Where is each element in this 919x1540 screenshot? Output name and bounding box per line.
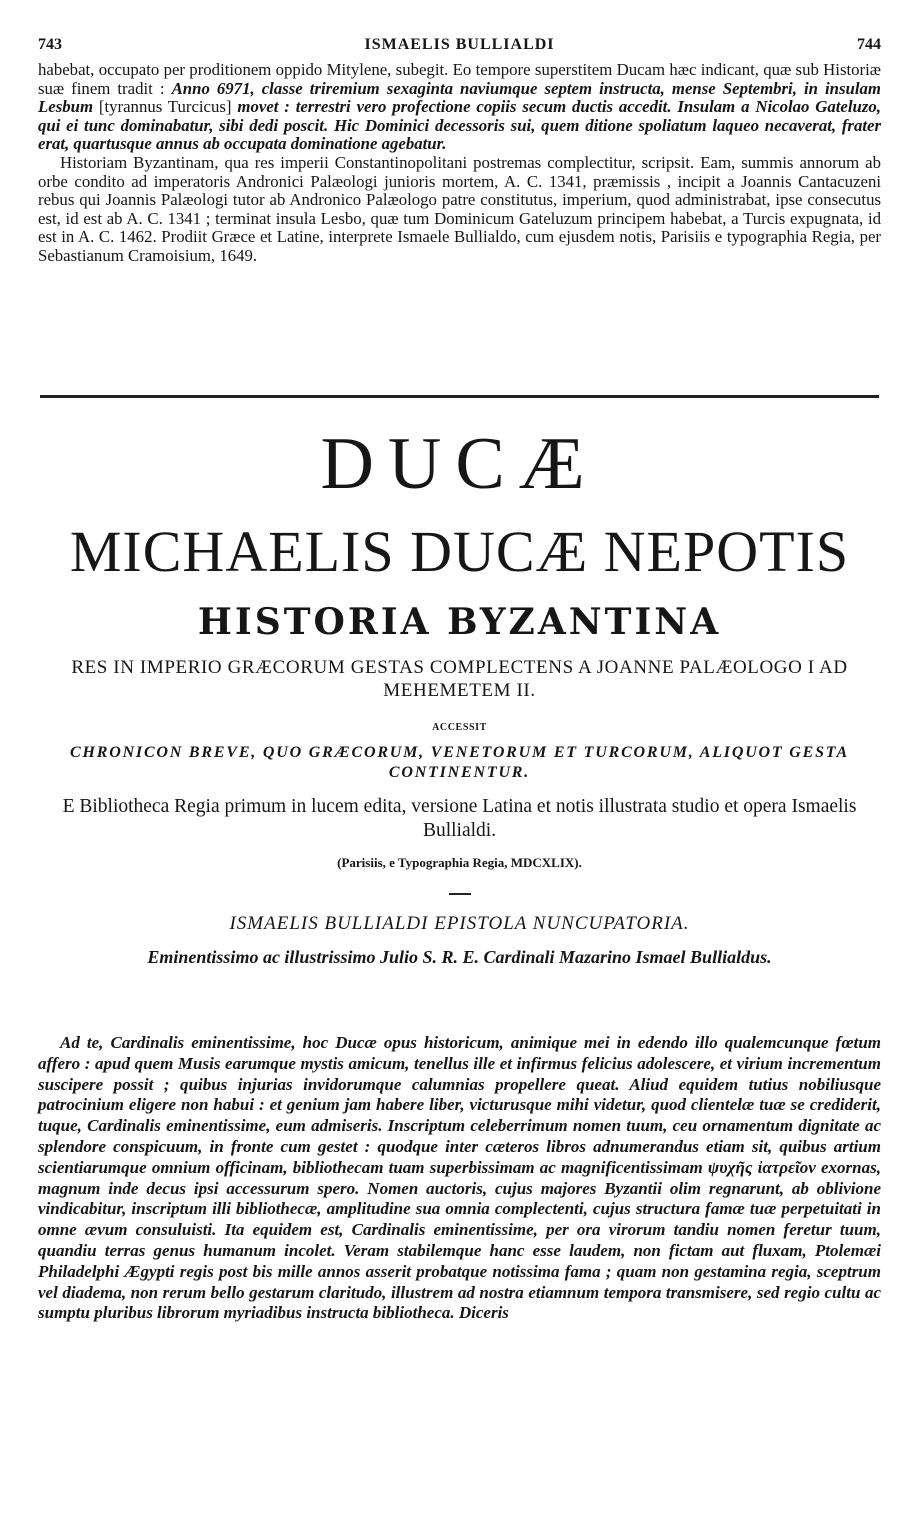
biography-text-1a: habebat, occupato per proditionem oppido Mitylene, subegit. Eo tempore superstitem Ducam hæc indicant, quæ sub Historiæ suæ finem tradit : xyxy=(38,60,881,98)
title-edition-note: E Bibliotheca Regia primum in lucem edita, versione Latina et notis illustrata studio et opera Ismaelis Bullialdi. xyxy=(62,796,857,841)
epistola-paragraph: Ad te, Cardinalis eminentissime, hoc Ducæ opus historicum, animique mei in edendo illo qualemcunque fœtum affero : apud quem Musis earumque mystis amicum, tenellus ille et infirmus felicius adolescere, et virium incrementum suscipere possit ; quibus injurias invidorumque calumnias propellere queat. Aliud equidem tutius nobiliusque patrocinium eligere non habui : et genium jam habere liber, victurusque mihi videtur, quod clientelæ tuæ se crediderit, tuque, Cardinalis eminentissime, eum admiseris. Inscriptum celeberrimum nomen tuum, ceu ornamentum dignitate ac splendore conspicuum, in fronte cum gestet : quodque inter cæteros libros adnumerandus etiam sit, quibus artium scientiarumque omnium officinam, bibliothecam tuam superbissimam ac magnificentissimam ψυχῆς ἰατρεῖον exornas, magnum inde decus ipsi accessurum spero. Nomen auctoris, cujus majores Byzantii olim regnarunt, ab oblivione vindicabitur, inscriptum illi bibliothecæ, amplitudine sua omnia complectenti, cujus structura famæ tuæ perpetuitati in omne ævum consuluisti. Ita equidem est, Cardinalis eminentissime, per ora virorum tandiu nomen feretur tuum, quandiu terras genus humanum incolet. Veram stabilemque hanc esse laudem, non fictam aut fluxam, Ptolemæi Philadelphi Ægypti regis post bis mille annos asserit probatque notissima fama ; quam non gestamina regia, sceptrum vel diadema, non rerum bello gestarum claritudo, illustrem ad nostra etiamnum tempora transmisere, sed regio cultu ac sumptu pluribus librorum myriadibus instructa bibliotheca. Diceris xyxy=(38,1033,881,1323)
page-number-left: 743 xyxy=(38,36,62,53)
running-title: ISMAELIS BULLIALDI xyxy=(364,36,555,53)
title-author: DUCÆ xyxy=(320,423,599,505)
epistola-heading: ISMAELIS BULLIALDI EPISTOLA NUNCUPATORIA. xyxy=(229,913,690,934)
section-divider xyxy=(40,395,879,398)
biography-quote-1d: movet : terrestri vero profectione copiis secum ductis accedit. Insulam a Nicolao Gateluzo, qui ei tunc dominabatur, sibi dedi poscit. Hic Dominici decessoris sui, quem ditione spoliatum laqueo necaverat, frater erat, quartusque annus ab occupata dominatione agebatur. xyxy=(38,97,881,154)
title-author-full: MICHAELIS DUCÆ NEPOTIS xyxy=(69,519,850,584)
biography-continuation xyxy=(38,61,881,266)
title-work: HISTORIA BYZANTINA xyxy=(197,601,722,643)
epistola-body xyxy=(38,1033,881,1324)
title-block xyxy=(40,420,879,968)
biography-paragraph-1 xyxy=(38,61,881,154)
short-rule xyxy=(449,893,471,895)
page-number-right: 744 xyxy=(857,36,881,53)
biography-paragraph-2: Historiam Byzantinam, qua res imperii Constantinopolitani postremas complectitur, scripsit. Eam, summis annorum ab orbe condito ad imperatoris Andronici Palæologi junioris mortem, A. C. 1341, præmissis , incipit a Joannis Cantacuzeni rebus qui Joannis Palæologi tutor ab Andronico Palæologo patre constitutus, imperium, quod administrabat, ipse consecutus est, id est ab A. C. 1341 ; terminat insula Lesbo, quæ tum Dominicum Gateluzum principem habebat, a Turcis expugnata, id est in A. C. 1462. Prodiit Græce et Latine, interprete Ismaele Bullialdo, cum ejusdem notis, Parisiis e typographia Regia, per Sebastianum Cramoisium, 1649. xyxy=(38,152,881,265)
title-imprint: (Parisiis, e Typographia Regia, MDCXLIX). xyxy=(337,855,582,870)
title-description: RES IN IMPERIO GRÆCORUM GESTAS COMPLECTENS A JOANNE PALÆOLOGO I AD MEHEMETEM II. xyxy=(71,657,848,701)
title-accessit: ACCESSIT xyxy=(432,722,487,733)
title-chronicon: CHRONICON BREVE, QUO GRÆCORUM, VENETORUM ET TURCORUM, ALIQUOT GESTA CONTINENTUR. xyxy=(70,744,849,781)
epistola-salutation: Eminentissimo ac illustrissimo Julio S. R. E. Cardinali Mazarino Ismael Bullialdus. xyxy=(147,947,772,967)
biography-quote-1b: Anno 6971, classe triremium sexaginta naviumque septem instructa, mense Septembri, in insulam Lesbum xyxy=(38,78,881,117)
running-head xyxy=(38,36,881,56)
biography-text-1c: [tyrannus Turcicus] xyxy=(93,97,238,117)
